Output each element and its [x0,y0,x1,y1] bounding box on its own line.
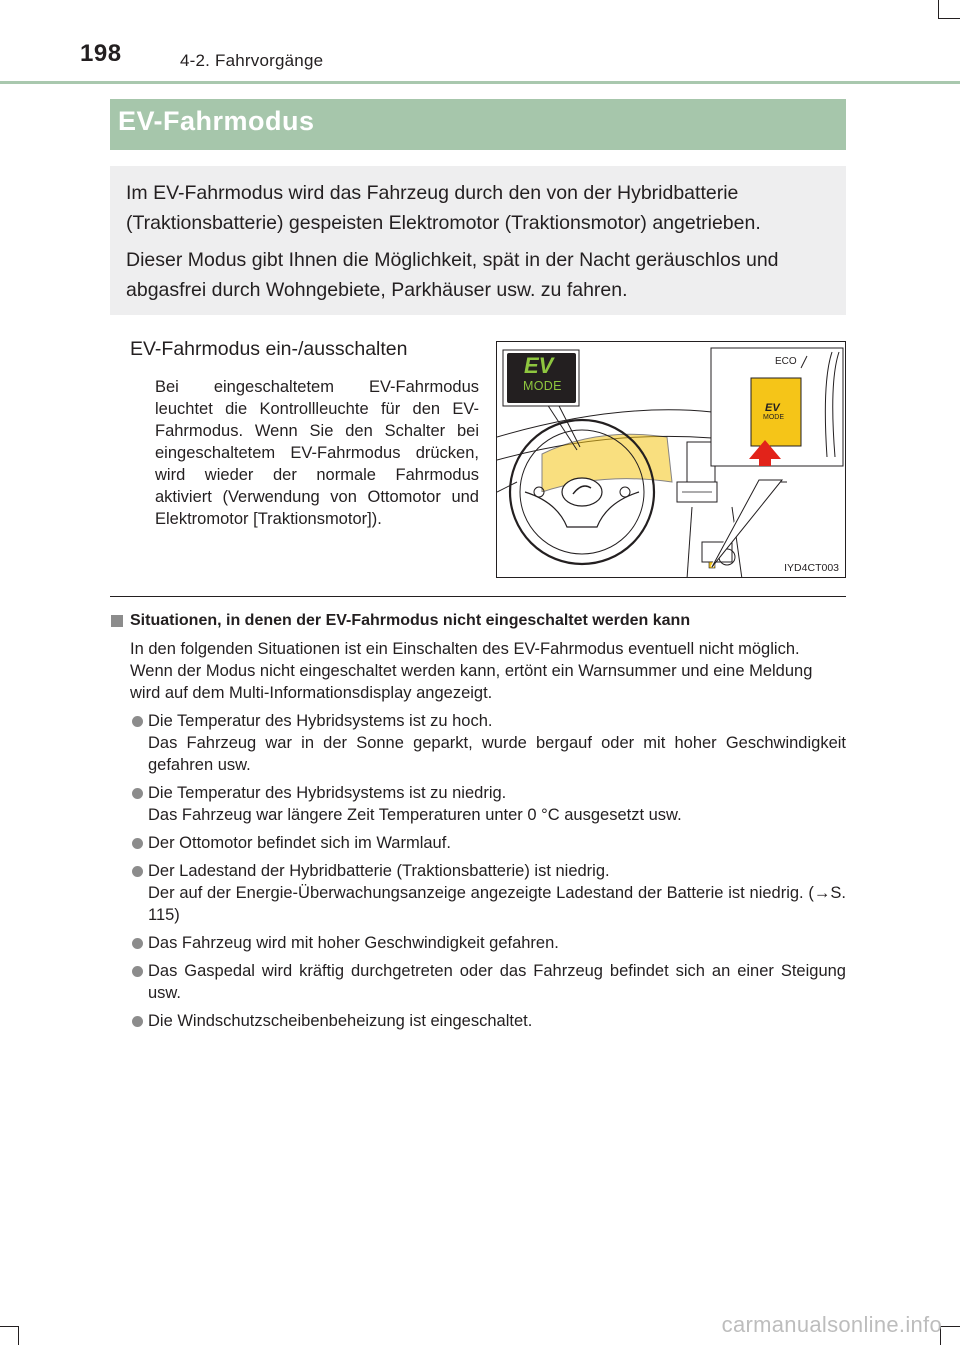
feature-description: Bei eingeschaltetem EV-Fahrmodus leuchtet die Kontrollleuchte für den EV-Fahrmodus. Wenn Sie den Schalter bei eingeschaltetem EV-Fahrmodus drücken, wird wieder der normale Fahrmodus aktiviert (Verwendung von Ottomotor und Elektromotor [Traktionsmotor]). [155,378,479,528]
eco-label: ECO [775,356,797,367]
situations-intro: In den folgenden Situationen ist ein Einschalten des EV-Fahrmodus eventuell nicht möglich. Wenn der Modus nicht eingeschaltet werden kann, ertönt ein Warnsummer und eine Meldung wird auf dem Multi-Informationsdisplay angezeigt. [130,640,813,702]
section-title-bar [110,99,846,150]
chapter-title: 4-2. Fahrvorgänge [180,51,324,70]
bullet-icon [132,838,143,849]
section-title: EV-Fahrmodus [118,106,315,136]
ev-switch-mode: MODE [763,414,784,421]
bullet-icon [132,866,143,877]
bullet-icon [132,788,143,799]
ev-switch-ev: EV [765,402,780,414]
bullet-icon [132,938,143,949]
figure-code: IYD4CT003 [784,562,839,574]
crop-mark [18,1326,19,1345]
bullet-icon [132,716,143,727]
section-divider [110,596,846,597]
list-item: Der Ottomotor befindet sich im Warmlauf. [110,832,846,854]
crop-mark [938,18,960,19]
feature-title: EV-Fahrmodus ein-/ausschalten [130,338,408,360]
crop-mark [0,1326,18,1327]
ev-indicator-mode: MODE [523,379,562,393]
list-item: Die Windschutzscheibenbeheizung ist eingeschaltet. [110,1010,846,1032]
intro-paragraph-2: Dieser Modus gibt Ihnen die Möglichkeit, spät in der Nacht geräuschlos und abgasfrei durch Wohngebiete, Parkhäuser usw. zu fahren. [126,249,779,301]
intro-box [110,166,846,315]
bullet-icon [132,966,143,977]
header-rule [0,81,960,84]
list-item: Das Fahrzeug wird mit hoher Geschwindigkeit gefahren. [110,932,846,954]
square-bullet-icon [111,615,123,627]
crop-mark [940,1326,960,1327]
situations-heading [110,610,846,632]
dashboard-illustration [496,341,846,578]
page-number: 198 [80,40,122,67]
ev-indicator-ev: EV [524,353,554,378]
list-item: Die Temperatur des Hybridsystems ist zu hoch. Das Fahrzeug war in der Sonne geparkt, wurde bergauf oder mit hoher Geschwindigkeit gefahren usw. [110,710,846,776]
crop-mark [938,0,939,18]
list-item: Das Gaspedal wird kräftig durchgetreten oder das Fahrzeug befindet sich an einer Steigung usw. [110,960,846,1004]
bullet-icon [132,1016,143,1027]
situations-list [110,710,846,1032]
situations-section [110,610,846,1038]
intro-paragraph-1: Im EV-Fahrmodus wird das Fahrzeug durch den von der Hybridbatterie (Traktionsbatterie) gespeisten Elektromotor (Traktionsmotor) angetrieben. [126,182,761,234]
watermark: carmanualsonline.info [721,1312,942,1337]
list-item: Der Ladestand der Hybridbatterie (Traktionsbatterie) ist niedrig. Der auf der Energie-Überwachungsanzeige angezeigte Ladestand der Batterie ist niedrig. (→S. 115) [110,860,846,926]
situations-heading-text: Situationen, in denen der EV-Fahrmodus nicht eingeschaltet werden kann [130,612,691,629]
list-item: Die Temperatur des Hybridsystems ist zu niedrig. Das Fahrzeug war längere Zeit Temperaturen unter 0 °C ausgesetzt usw. [110,782,846,826]
